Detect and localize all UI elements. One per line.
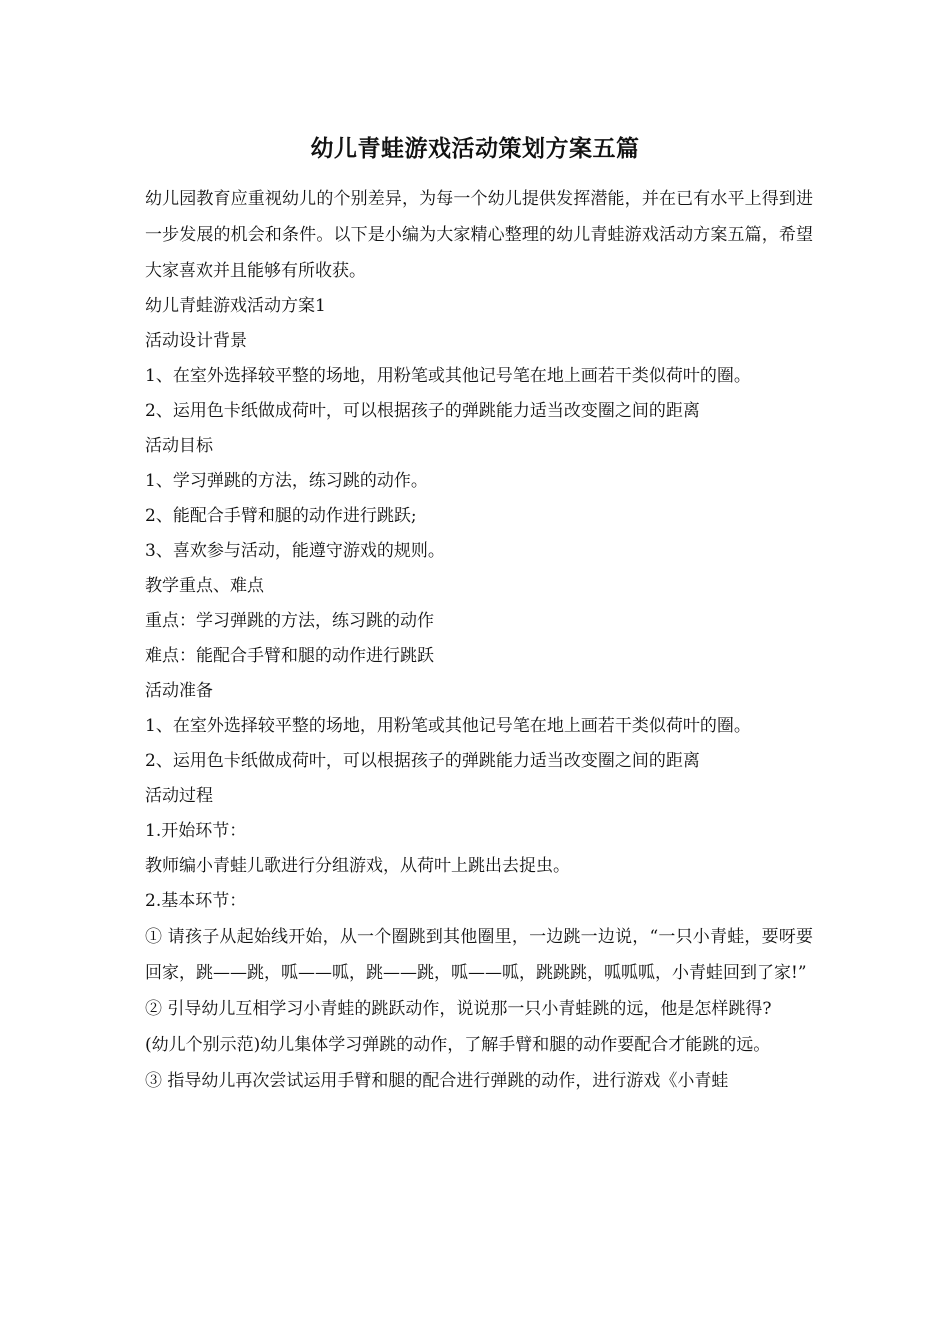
preparation-item-1: 1、在室外选择较平整的场地，用粉笔或其他记号笔在地上画若干类似荷叶的圈。: [145, 716, 751, 736]
goal-item-3: 3、喜欢参与活动，能遵守游戏的规则。: [145, 541, 445, 561]
heading-process: 活动过程: [145, 786, 213, 806]
process-step-2-note: (幼儿个别示范)幼儿集体学习弹跳的动作，了解手臂和腿的动作要配合才能跳的远。: [145, 1035, 771, 1055]
process-step-2-heading: 2.基本环节：: [145, 891, 247, 911]
heading-goals: 活动目标: [145, 436, 213, 456]
heading-key-points: 教学重点、难点: [145, 576, 264, 596]
document-body: [145, 181, 813, 1099]
goal-item-1: 1、学习弹跳的方法，练习跳的动作。: [145, 471, 428, 491]
heading-preparation: 活动准备: [145, 681, 213, 701]
section-heading-plan-1: 幼儿青蛙游戏活动方案1: [145, 296, 326, 316]
process-step-2-item-3: ③ 指导幼儿再次尝试运用手臂和腿的配合进行弹跳的动作，进行游戏《小青蛙: [145, 1071, 729, 1091]
process-step-2-item-2: ② 引导幼儿互相学习小青蛙的跳跃动作，说说那一只小青蛙跳的远，他是怎样跳得?: [145, 999, 772, 1019]
intro-paragraph: 幼儿园教育应重视幼儿的个别差异，为每一个幼儿提供发挥潜能，并在已有水平上得到进一步发展的机会和条件。以下是小编为大家精心整理的幼儿青蛙游戏活动方案五篇，希望大家喜欢并且能够有所收获。: [145, 189, 813, 281]
preparation-item-2: 2、运用色卡纸做成荷叶，可以根据孩子的弹跳能力适当改变圈之间的距离: [145, 751, 700, 771]
heading-background: 活动设计背景: [145, 331, 247, 351]
process-step-1-heading: 1.开始环节：: [145, 821, 247, 841]
background-item-1: 1、在室外选择较平整的场地，用粉笔或其他记号笔在地上画若干类似荷叶的圈。: [145, 366, 751, 386]
process-step-2-item-1: ① 请孩子从起始线开始，从一个圈跳到其他圈里，一边跳一边说，“一只小青蛙，要呀要回家，跳——跳，呱——呱，跳——跳，呱——呱，跳跳跳，呱呱呱，小青蛙回到了家!”: [145, 927, 813, 983]
document-title: 幼儿青蛙游戏活动策划方案五篇: [310, 135, 640, 162]
difficult-point: 难点：能配合手臂和腿的动作进行跳跃: [145, 646, 434, 666]
process-step-1-text: 教师编小青蛙儿歌进行分组游戏，从荷叶上跳出去捉虫。: [145, 856, 570, 876]
goal-item-2: 2、能配合手臂和腿的动作进行跳跃;: [145, 506, 417, 526]
background-item-2: 2、运用色卡纸做成荷叶，可以根据孩子的弹跳能力适当改变圈之间的距离: [145, 401, 700, 421]
key-point: 重点：学习弹跳的方法，练习跳的动作: [145, 611, 434, 631]
